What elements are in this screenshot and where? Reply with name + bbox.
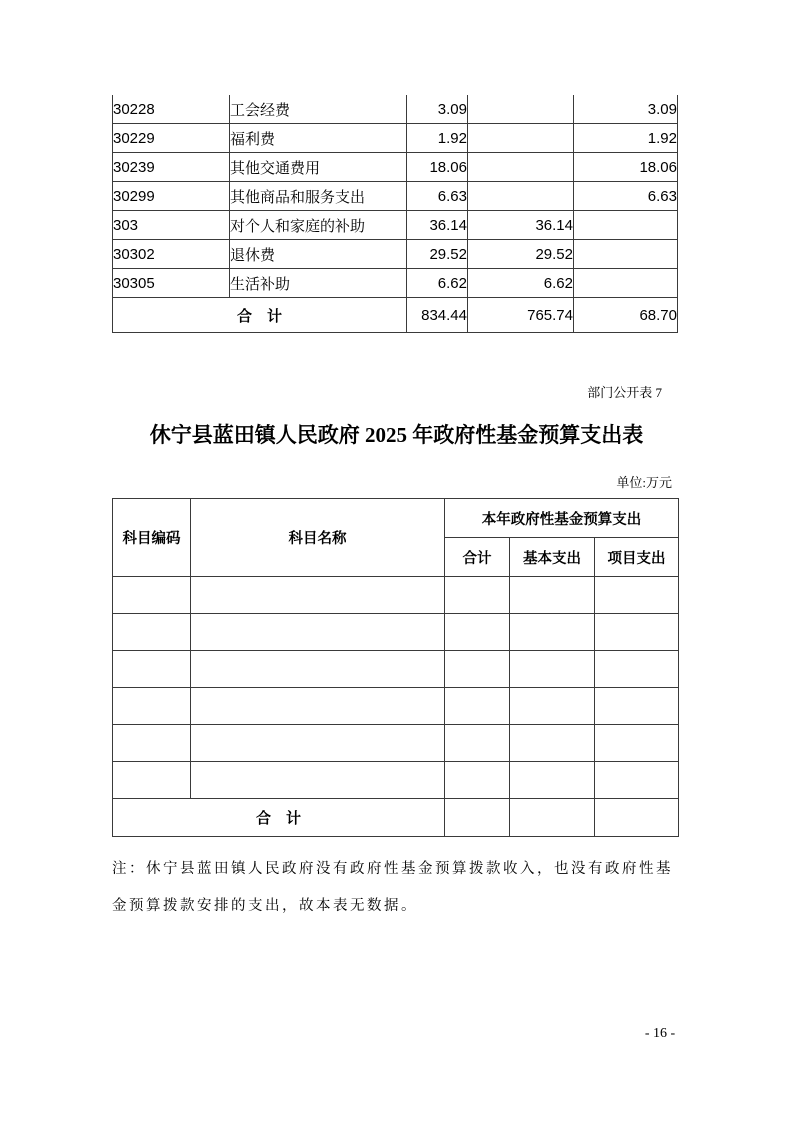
page-number: - 16 - (644, 1026, 676, 1041)
col-header-subject-code: 科目编码 (113, 499, 191, 577)
expenditure-row (113, 124, 678, 153)
fund-total-basic (510, 799, 595, 837)
col-header-total: 合计 (445, 538, 510, 577)
table-cell: 30305 (113, 269, 230, 298)
expenditure-row (113, 95, 678, 124)
expenditure-table (112, 95, 678, 333)
fund-total-sum (445, 799, 510, 837)
table-cell (113, 651, 191, 688)
table-cell (468, 95, 574, 124)
table-cell: 303 (113, 211, 230, 240)
table-cell: 36.14 (468, 211, 574, 240)
table-cell (191, 614, 445, 651)
table-cell: 退休费 (230, 240, 407, 269)
table-cell: 6.63 (407, 182, 468, 211)
table-cell (468, 153, 574, 182)
table-cell: 29.52 (407, 240, 468, 269)
table-cell (510, 762, 595, 799)
table-cell (113, 725, 191, 762)
fund-empty-row (113, 725, 679, 762)
col-header-subject-name: 科目名称 (191, 499, 445, 577)
table-cell: 30228 (113, 95, 230, 124)
table-cell (191, 688, 445, 725)
table-cell (510, 577, 595, 614)
expenditure-total-basic: 765.74 (468, 298, 574, 333)
fund-budget-table (112, 498, 679, 837)
table-cell: 30229 (113, 124, 230, 153)
table-cell: 工会经费 (230, 95, 407, 124)
table-cell: 18.06 (407, 153, 468, 182)
expenditure-total-row (113, 298, 678, 333)
fund-empty-row (113, 762, 679, 799)
table-cell (445, 725, 510, 762)
table-cell (574, 240, 678, 269)
note-line-1: 注：休宁县蓝田镇人民政府没有政府性基金预算拨款收入，也没有政府性基 (112, 861, 673, 877)
table-cell: 其他交通费用 (230, 153, 407, 182)
note-line-2: 金预算拨款安排的支出，故本表无数据。 (112, 898, 418, 914)
table-cell (510, 688, 595, 725)
table-cell: 其他商品和服务支出 (230, 182, 407, 211)
table-cell (191, 762, 445, 799)
note (112, 851, 712, 925)
table-cell (191, 577, 445, 614)
table-cell: 6.62 (407, 269, 468, 298)
table-cell (510, 725, 595, 762)
table-cell (595, 762, 679, 799)
table-cell (445, 688, 510, 725)
expenditure-row (113, 211, 678, 240)
table-cell (113, 688, 191, 725)
table-number-label: 部门公开表 7 (587, 385, 662, 400)
table-cell (595, 688, 679, 725)
table-cell: 36.14 (407, 211, 468, 240)
table-cell: 3.09 (407, 95, 468, 124)
table-cell (468, 124, 574, 153)
expenditure-total-project: 68.70 (574, 298, 678, 333)
table-cell (445, 762, 510, 799)
expenditure-row (113, 269, 678, 298)
unit-label: 单位:万元 (616, 475, 672, 490)
table-cell (595, 725, 679, 762)
expenditure-table-body (113, 95, 678, 298)
table-cell: 福利费 (230, 124, 407, 153)
table-cell: 1.92 (574, 124, 678, 153)
table-cell: 18.06 (574, 153, 678, 182)
expenditure-row (113, 182, 678, 211)
table-cell: 生活补助 (230, 269, 407, 298)
fund-total-project (595, 799, 679, 837)
table-cell (191, 725, 445, 762)
fund-total-label: 合 计 (113, 799, 445, 837)
fund-table-body (113, 577, 679, 799)
expenditure-row (113, 240, 678, 269)
fund-empty-row (113, 577, 679, 614)
table-cell (113, 614, 191, 651)
table-cell: 6.62 (468, 269, 574, 298)
col-header-project-expenditure: 项目支出 (595, 538, 679, 577)
table-cell (574, 269, 678, 298)
table-cell: 30302 (113, 240, 230, 269)
table-cell (595, 651, 679, 688)
table-cell (595, 577, 679, 614)
table-cell (191, 651, 445, 688)
table-cell: 对个人和家庭的补助 (230, 211, 407, 240)
table-cell (445, 614, 510, 651)
table-cell: 29.52 (468, 240, 574, 269)
table-cell: 30239 (113, 153, 230, 182)
table-cell (595, 614, 679, 651)
expenditure-row (113, 153, 678, 182)
col-header-basic-expenditure: 基本支出 (510, 538, 595, 577)
table-cell: 1.92 (407, 124, 468, 153)
table-cell (510, 614, 595, 651)
table-cell: 30299 (113, 182, 230, 211)
expenditure-total-label: 合 计 (113, 298, 407, 333)
fund-empty-row (113, 688, 679, 725)
table-cell: 6.63 (574, 182, 678, 211)
table-cell (445, 651, 510, 688)
table-cell (468, 182, 574, 211)
table-cell (113, 577, 191, 614)
table-cell: 3.09 (574, 95, 678, 124)
table-cell (113, 762, 191, 799)
col-header-fund-group: 本年政府性基金预算支出 (445, 499, 679, 538)
table-cell (510, 651, 595, 688)
expenditure-total-sum: 834.44 (407, 298, 468, 333)
table-cell (445, 577, 510, 614)
fund-empty-row (113, 651, 679, 688)
page-title: 休宁县蓝田镇人民政府 2025 年政府性基金预算支出表 (149, 423, 644, 447)
fund-total-row (113, 799, 679, 837)
table-cell (574, 211, 678, 240)
fund-empty-row (113, 614, 679, 651)
